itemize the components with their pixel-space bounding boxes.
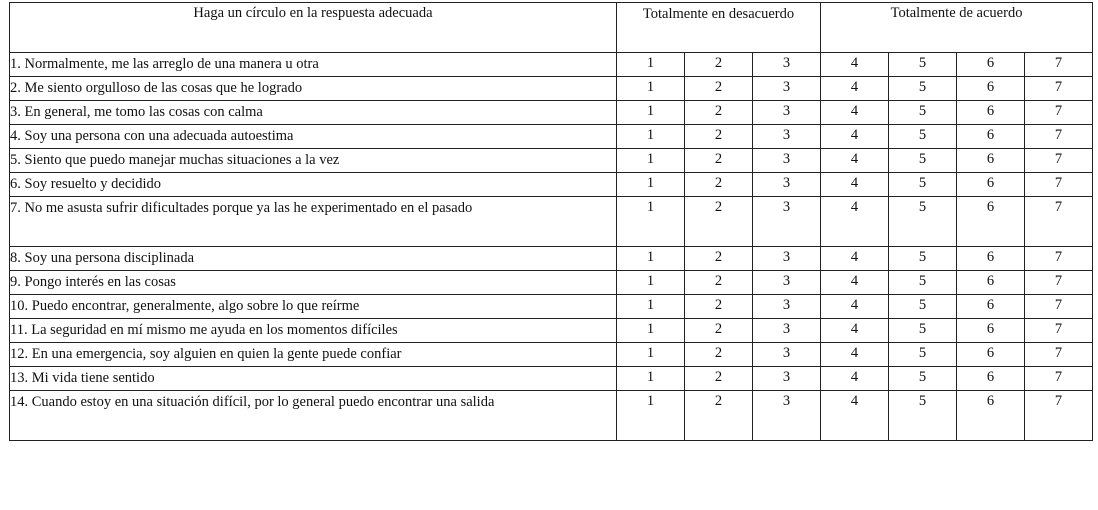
- scale-option-1[interactable]: 1: [617, 173, 685, 197]
- scale-option-7[interactable]: 7: [1025, 197, 1093, 247]
- scale-option-7[interactable]: 7: [1025, 295, 1093, 319]
- scale-option-6[interactable]: 6: [957, 247, 1025, 271]
- scale-option-1[interactable]: 1: [617, 149, 685, 173]
- scale-option-2[interactable]: 2: [685, 343, 753, 367]
- scale-option-5[interactable]: 5: [889, 271, 957, 295]
- table-header-row: [10, 3, 1093, 53]
- scale-option-2[interactable]: 2: [685, 367, 753, 391]
- table-row: [10, 101, 1093, 125]
- item-column-header: Haga un círculo en la respuesta adecuada: [10, 3, 617, 53]
- scale-option-1[interactable]: 1: [617, 101, 685, 125]
- item-statement: 8. Soy una persona disciplinada: [10, 247, 617, 271]
- scale-option-4[interactable]: 4: [821, 77, 889, 101]
- table-row: [10, 125, 1093, 149]
- scale-option-5[interactable]: 5: [889, 125, 957, 149]
- scale-option-2[interactable]: 2: [685, 295, 753, 319]
- scale-option-3[interactable]: 3: [753, 125, 821, 149]
- scale-option-4[interactable]: 4: [821, 271, 889, 295]
- item-statement: 12. En una emergencia, soy alguien en quien la gente puede confiar: [10, 343, 617, 367]
- scale-option-4[interactable]: 4: [821, 367, 889, 391]
- scale-option-5[interactable]: 5: [889, 53, 957, 77]
- scale-option-5[interactable]: 5: [889, 149, 957, 173]
- table-row: [10, 271, 1093, 295]
- scale-option-5[interactable]: 5: [889, 391, 957, 441]
- scale-option-7[interactable]: 7: [1025, 271, 1093, 295]
- scale-option-6[interactable]: 6: [957, 125, 1025, 149]
- right-anchor-header: Totalmente de acuerdo: [821, 3, 1093, 53]
- scale-option-6[interactable]: 6: [957, 149, 1025, 173]
- scale-option-2[interactable]: 2: [685, 125, 753, 149]
- scale-option-3[interactable]: 3: [753, 77, 821, 101]
- scale-option-2[interactable]: 2: [685, 197, 753, 247]
- scale-option-6[interactable]: 6: [957, 271, 1025, 295]
- table-row: [10, 53, 1093, 77]
- scale-option-3[interactable]: 3: [753, 247, 821, 271]
- table-row: [10, 247, 1093, 271]
- scale-option-5[interactable]: 5: [889, 319, 957, 343]
- item-statement: 6. Soy resuelto y decidido: [10, 173, 617, 197]
- scale-option-5[interactable]: 5: [889, 77, 957, 101]
- scale-option-5[interactable]: 5: [889, 101, 957, 125]
- scale-option-1[interactable]: 1: [617, 53, 685, 77]
- item-statement: 1. Normalmente, me las arreglo de una manera u otra: [10, 53, 617, 77]
- scale-option-1[interactable]: 1: [617, 295, 685, 319]
- scale-option-3[interactable]: 3: [753, 391, 821, 441]
- scale-option-6[interactable]: 6: [957, 53, 1025, 77]
- scale-option-3[interactable]: 3: [753, 173, 821, 197]
- scale-option-4[interactable]: 4: [821, 149, 889, 173]
- table-row: [10, 295, 1093, 319]
- table-row: [10, 149, 1093, 173]
- scale-option-7[interactable]: 7: [1025, 367, 1093, 391]
- scale-option-5[interactable]: 5: [889, 295, 957, 319]
- scale-option-6[interactable]: 6: [957, 101, 1025, 125]
- scale-option-3[interactable]: 3: [753, 101, 821, 125]
- scale-option-2[interactable]: 2: [685, 271, 753, 295]
- scale-option-6[interactable]: 6: [957, 295, 1025, 319]
- scale-option-3[interactable]: 3: [753, 343, 821, 367]
- scale-option-4[interactable]: 4: [821, 295, 889, 319]
- scale-option-2[interactable]: 2: [685, 101, 753, 125]
- item-statement: 11. La seguridad en mí mismo me ayuda en los momentos difíciles: [10, 319, 617, 343]
- scale-option-2[interactable]: 2: [685, 53, 753, 77]
- table-row: [10, 77, 1093, 101]
- scale-option-1[interactable]: 1: [617, 197, 685, 247]
- scale-option-7[interactable]: 7: [1025, 77, 1093, 101]
- scale-option-2[interactable]: 2: [685, 173, 753, 197]
- scale-option-2[interactable]: 2: [685, 247, 753, 271]
- scale-option-7[interactable]: 7: [1025, 149, 1093, 173]
- scale-option-3[interactable]: 3: [753, 367, 821, 391]
- item-statement: 3. En general, me tomo las cosas con calma: [10, 101, 617, 125]
- scale-option-4[interactable]: 4: [821, 247, 889, 271]
- scale-option-2[interactable]: 2: [685, 77, 753, 101]
- table-row: [10, 367, 1093, 391]
- scale-option-4[interactable]: 4: [821, 343, 889, 367]
- item-statement: 9. Pongo interés en las cosas: [10, 271, 617, 295]
- scale-option-5[interactable]: 5: [889, 173, 957, 197]
- scale-option-1[interactable]: 1: [617, 125, 685, 149]
- scale-option-3[interactable]: 3: [753, 295, 821, 319]
- resilience-scale-table: [9, 2, 1093, 441]
- scale-option-7[interactable]: 7: [1025, 173, 1093, 197]
- scale-option-4[interactable]: 4: [821, 319, 889, 343]
- item-statement: 2. Me siento orgulloso de las cosas que he logrado: [10, 77, 617, 101]
- scale-option-1[interactable]: 1: [617, 367, 685, 391]
- scale-option-3[interactable]: 3: [753, 53, 821, 77]
- scale-option-6[interactable]: 6: [957, 77, 1025, 101]
- scale-option-7[interactable]: 7: [1025, 101, 1093, 125]
- item-statement: 13. Mi vida tiene sentido: [10, 367, 617, 391]
- item-statement: 10. Puedo encontrar, generalmente, algo sobre lo que reírme: [10, 295, 617, 319]
- scale-option-6[interactable]: 6: [957, 319, 1025, 343]
- scale-option-6[interactable]: 6: [957, 173, 1025, 197]
- scale-option-1[interactable]: 1: [617, 391, 685, 441]
- left-anchor-header: Totalmente en desacuerdo: [617, 3, 821, 53]
- scale-option-7[interactable]: 7: [1025, 53, 1093, 77]
- scale-option-6[interactable]: 6: [957, 391, 1025, 441]
- item-statement: 7. No me asusta sufrir dificultades porque ya las he experimentado en el pasado: [10, 197, 617, 247]
- scale-option-1[interactable]: 1: [617, 247, 685, 271]
- scale-option-6[interactable]: 6: [957, 343, 1025, 367]
- scale-option-4[interactable]: 4: [821, 101, 889, 125]
- table-row: [10, 343, 1093, 367]
- scale-option-3[interactable]: 3: [753, 271, 821, 295]
- scale-option-4[interactable]: 4: [821, 53, 889, 77]
- scale-option-5[interactable]: 5: [889, 247, 957, 271]
- scale-option-5[interactable]: 5: [889, 343, 957, 367]
- item-statement: 14. Cuando estoy en una situación difícil, por lo general puedo encontrar una salida: [10, 391, 617, 441]
- scale-option-1[interactable]: 1: [617, 319, 685, 343]
- scale-option-4[interactable]: 4: [821, 173, 889, 197]
- scale-option-7[interactable]: 7: [1025, 343, 1093, 367]
- scale-option-6[interactable]: 6: [957, 367, 1025, 391]
- scale-option-4[interactable]: 4: [821, 125, 889, 149]
- scale-option-4[interactable]: 4: [821, 197, 889, 247]
- table-row: [10, 173, 1093, 197]
- table-row: [10, 197, 1093, 247]
- scale-option-5[interactable]: 5: [889, 367, 957, 391]
- item-rows: [10, 53, 1093, 441]
- scale-option-7[interactable]: 7: [1025, 247, 1093, 271]
- scale-option-7[interactable]: 7: [1025, 125, 1093, 149]
- table-row: [10, 319, 1093, 343]
- scale-option-2[interactable]: 2: [685, 319, 753, 343]
- scale-option-6[interactable]: 6: [957, 197, 1025, 247]
- scale-option-1[interactable]: 1: [617, 343, 685, 367]
- scale-option-1[interactable]: 1: [617, 271, 685, 295]
- scale-option-3[interactable]: 3: [753, 149, 821, 173]
- scale-option-5[interactable]: 5: [889, 197, 957, 247]
- item-statement: 4. Soy una persona con una adecuada autoestima: [10, 125, 617, 149]
- item-statement: 5. Siento que puedo manejar muchas situaciones a la vez: [10, 149, 617, 173]
- scale-option-1[interactable]: 1: [617, 77, 685, 101]
- scale-option-7[interactable]: 7: [1025, 319, 1093, 343]
- scale-option-2[interactable]: 2: [685, 149, 753, 173]
- scale-option-4[interactable]: 4: [821, 391, 889, 441]
- scale-option-7[interactable]: 7: [1025, 391, 1093, 441]
- scale-option-2[interactable]: 2: [685, 391, 753, 441]
- table-row: [10, 391, 1093, 441]
- scale-option-3[interactable]: 3: [753, 197, 821, 247]
- scale-option-3[interactable]: 3: [753, 319, 821, 343]
